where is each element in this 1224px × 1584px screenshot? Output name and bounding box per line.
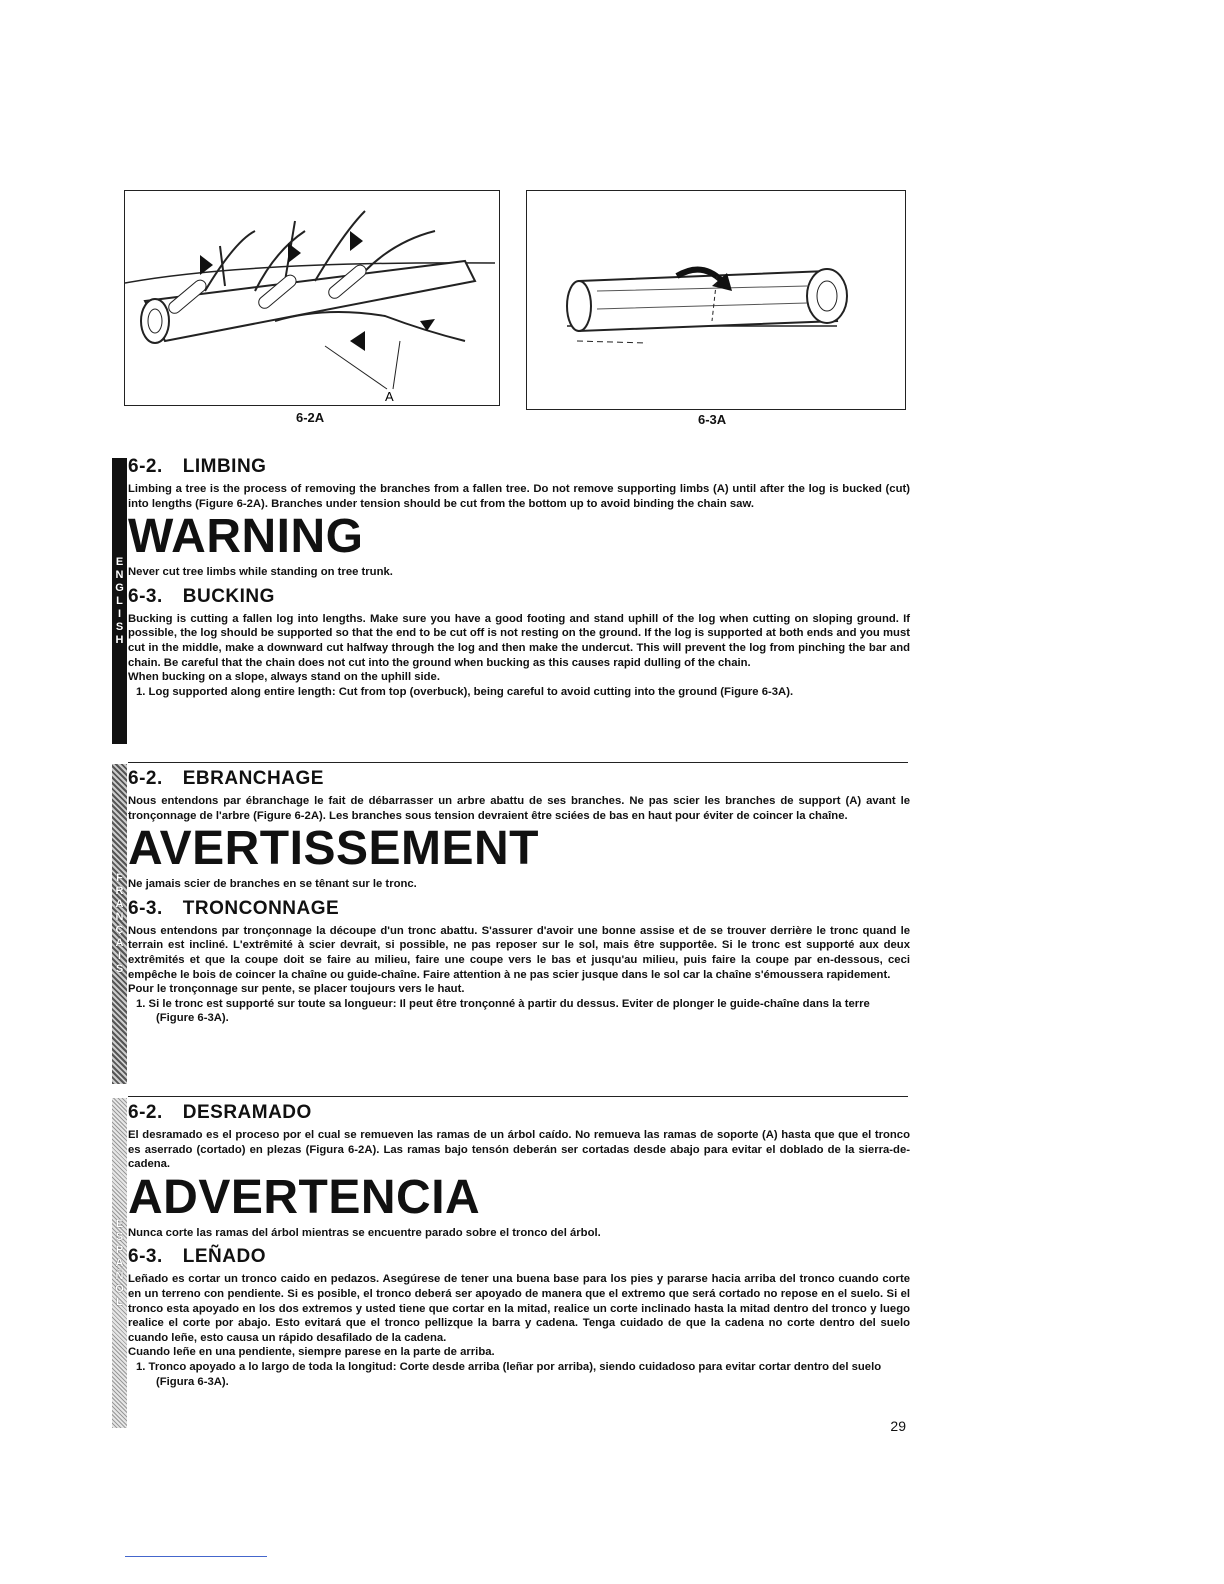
tab-letter: L <box>116 594 123 607</box>
pente-text: Pour le tronçonnage sur pente, se placer toujours vers le haut. <box>128 983 465 996</box>
page-number: 29 <box>890 1418 906 1434</box>
tab-letter: H <box>115 633 124 646</box>
language-tab-english <box>112 458 127 744</box>
tab-letter: N <box>115 911 124 923</box>
figure-bucking <box>526 190 906 410</box>
tab-letter: P <box>115 1243 124 1256</box>
ebranchage-text: Nous entendons par ébranchage le fait de débarrasser un arbre abattu de ses branches. Ne pas scier les branches de support (A) avant le tronçonnage de l'arbre (Figure 6-2A). Les branches sous tension devraient être sciées de bas en haut pour éviter de coincer la chaîne. <box>128 795 910 822</box>
tab-letter: G <box>115 581 124 594</box>
tab-letter: S <box>115 1230 124 1243</box>
support-label: A <box>385 389 394 404</box>
tab-letter: A <box>115 937 124 949</box>
figure-limbing <box>124 190 500 406</box>
bucking-illustration <box>527 191 905 409</box>
avertissement-text: Ne jamais scier de branches en se tênant sur le tronc. <box>128 878 417 891</box>
tab-letter: Ç <box>115 924 124 936</box>
section-espanol <box>128 1102 910 1389</box>
advertencia-text: Nunca corte las ramas del árbol mientras se encuentre parado sobre el tronco del árbol. <box>128 1226 601 1239</box>
avertissement-heading: AVERTISSEMENT <box>128 822 539 876</box>
warning-text: Never cut tree limbs while standing on tree trunk. <box>128 566 393 579</box>
tronconnage-text: Nous entendons par tronçonnage la découpe d'un tronc abattu. S'assurer d'avoir une bonne assise et de se trouver derrière le tronc quand le terrain est incliné. L'extrêmité à scier devrait, si possible, ne pas reposer sur le sol, mais être supportêe. Si le tronc est supporté aux deux extrêmités et que la coupe doit se faire au milieu, faire une coupe vers le bas et jusqu'au milieu, puis faire la coupe par en-dessous, ceci empêche le bois de coincer la chaîne ou guide-chaîne. Faire attention à ne pas scier jusque dans le sol car la chaîne s'émoussera rapidement. <box>128 924 910 981</box>
figure-caption-6-3A: 6-3A <box>698 412 727 427</box>
section-english <box>128 456 910 699</box>
list-item: 1. Tronco apoyado a lo largo de toda la longitud: Corte desde arriba (leñar por arriba), siendo cuidadoso para evitar cortar dentro del suelo (Figura 6-3A). <box>136 1360 882 1388</box>
section-francais <box>128 768 910 1026</box>
heading-lenado: 6-3. LEÑADO <box>128 1246 266 1268</box>
footer-line <box>125 1556 267 1557</box>
tab-letter: S <box>115 620 124 633</box>
list-item: 1. Si le tronc est supporté sur toute sa longueur: Il peut être tronçonné à partir du dessus. Eviter de plonger le guide-chaîne dans la terre (Figure 6-3A). <box>136 997 870 1025</box>
limbing-illustration <box>125 191 499 405</box>
tab-letter: A <box>115 1256 124 1269</box>
slope-text: When bucking on a slope, always stand on the uphill side. <box>128 671 440 684</box>
bucking-text: Bucking is cutting a fallen log into lengths. Make sure you have a good footing and stand uphill of the log when cutting on sloping ground. If possible, the log should be supported so that the end to be cut off is not resting on the ground. If the log is supported at both ends and you must cut in the middle, make a downward cut halfway through the log and then make the undercut. This will prevent the log from pinching the bar and chain. Be careful that the chain does not cut into the ground when bucking as this causes rapid dulling of the chain. <box>128 612 910 669</box>
tab-letter: N <box>115 568 124 581</box>
tab-letter: O <box>115 1282 124 1295</box>
tab-letter: Ñ <box>115 1269 124 1282</box>
tab-letter: E <box>115 555 124 568</box>
language-tab-espanol <box>112 1098 127 1428</box>
heading-limbing: 6-2. LIMBING <box>128 456 267 477</box>
figure-caption-6-2A: 6-2A <box>296 410 325 425</box>
tab-letter: A <box>115 898 124 910</box>
pendiente-text: Cuando leñe en una pendiente, siempre parese en la parte de arriba. <box>128 1346 495 1359</box>
list-item: 1. Log supported along entire length: Cut from top (overbuck), being careful to avoid cutting into the ground (Figure 6-3A). <box>136 685 794 698</box>
desramado-text: El desramado es el proceso por el cual se remueven las ramas de un árbol caído. No remueva las ramas de soporte (A) hasta que que el tronco es aserrado (cortado) en plezas (Figura 6-2A). Las ramas bajo tensón deberán ser cortadas desde abajo para evitar el doblado de la sierra-de-cadena. <box>128 1129 910 1171</box>
limbing-text: Limbing a tree is the process of removing the branches from a fallen tree. Do not remove supporting limbs (A) until after the log is bucked (cut) into lengths (Figure 6-2A). Branches under tension should be cut from the bottom up to avoid binding the chain saw. <box>128 483 910 510</box>
heading-bucking: 6-3. BUCKING <box>128 585 275 607</box>
tab-letter: I <box>117 607 122 620</box>
section-divider <box>128 1096 908 1097</box>
lenado-text: Leñado es cortar un tronco caido en pedazos. Asegúrese de tener una buena base para los pies y pararse hacia arriba del tronco cuando corte en un terreno con pendiente. Si es posible, el tronco deberá ser apoyado de manera que el extremo que será cortado no repose en el suelo. Si el tronco esta apoyado en los dos extremos y usted tiene que cortar en la mitad, realice un corte inclinado hasta la mitad dentro del tronco y luego realice el corte por abajo. Esto evitará que el tronco pellizque la barra y cadena. Tenga cuidado de que la cadena no corte dentro del suelo cuando leñe, esto causa un rápido desafilado de la cadena. <box>128 1273 910 1344</box>
section-divider <box>128 762 908 763</box>
tab-letter: I <box>117 950 122 962</box>
tab-letter: S <box>115 963 124 975</box>
heading-desramado: 6-2. DESRAMADO <box>128 1102 312 1123</box>
language-tab-francais <box>112 764 127 1084</box>
tab-letter: E <box>115 1217 124 1230</box>
heading-ebranchage: 6-2. EBRANCHAGE <box>128 768 324 789</box>
tab-letter: F <box>116 872 123 884</box>
tab-letter: L <box>116 1295 123 1308</box>
tab-letter: R <box>115 885 124 897</box>
advertencia-heading: ADVERTENCIA <box>128 1170 481 1224</box>
heading-tronconnage: 6-3. TRONCONNAGE <box>128 897 340 919</box>
warning-heading: WARNING <box>128 510 364 564</box>
